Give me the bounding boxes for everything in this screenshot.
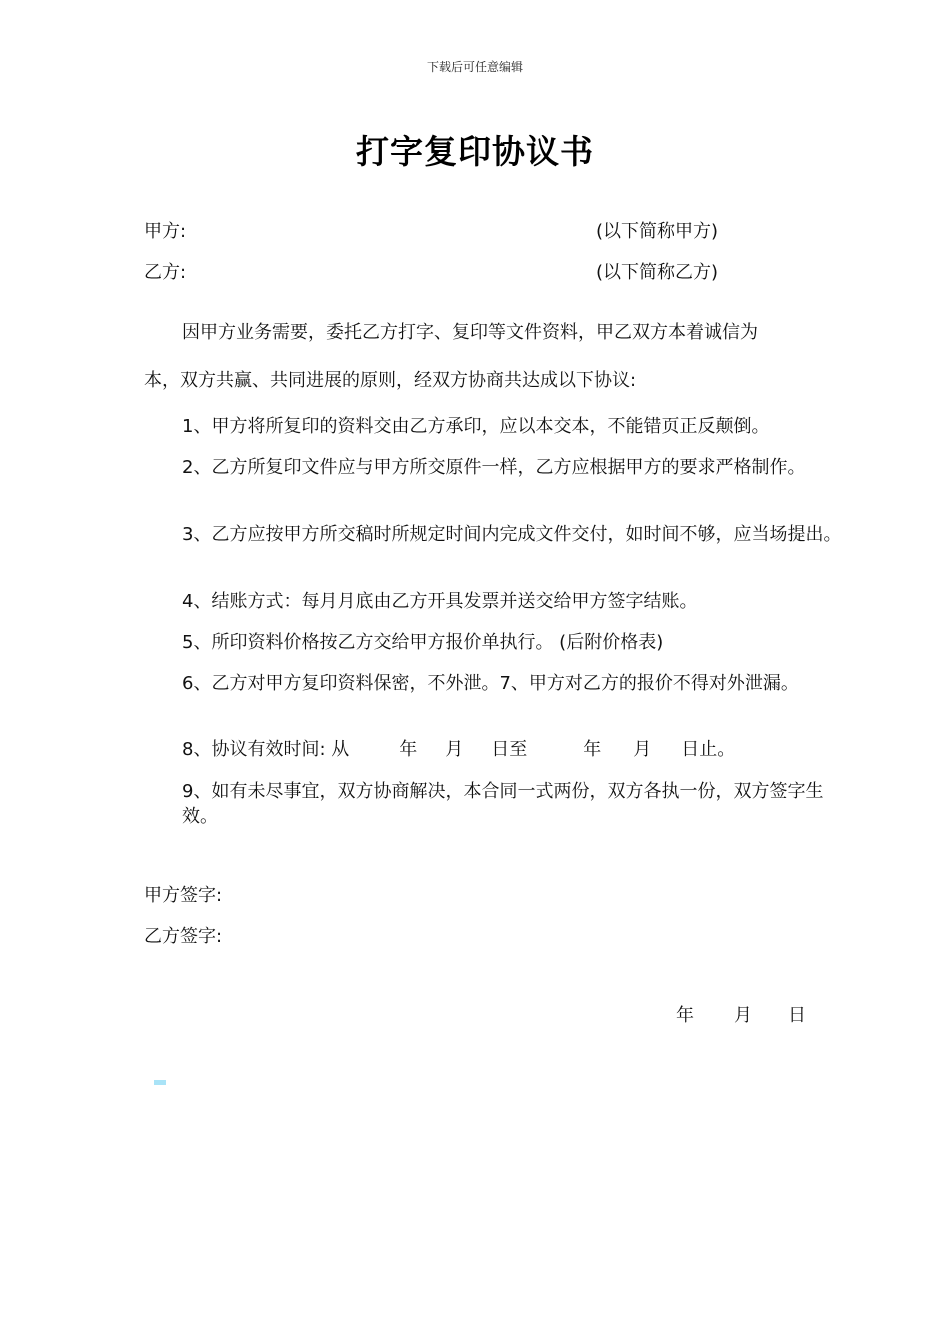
clause-8-prefix: 8、协议有效时间: 从 [182, 739, 350, 760]
date-month: 月 [734, 1005, 752, 1026]
clause-1: 1、甲方将所复印的资料交由乙方承印，应以本交本，不能错页正反颠倒。 [182, 416, 770, 437]
clause-2: 2、乙方所复印文件应与甲方所交原件一样，乙方应根据甲方的要求严格制作。 [182, 457, 806, 478]
signature-a-label: 甲方签字: [144, 885, 223, 906]
clause-8-day-to: 日至 [491, 739, 528, 760]
date-day: 日 [788, 1005, 806, 1026]
clause-8-year-2: 年 [583, 739, 602, 760]
clause-8-year-1: 年 [399, 739, 418, 760]
clause-6: 6、乙方对甲方复印资料保密，不外泄。7、甲方对乙方的报价不得对外泄漏。 [182, 673, 799, 694]
date-year: 年 [676, 1005, 694, 1026]
clause-8-month-1: 月 [445, 739, 464, 760]
document-title: 打字复印协议书 [356, 132, 594, 171]
decorative-mark [154, 1080, 166, 1085]
party-b-note: (以下简称乙方) [596, 262, 719, 283]
header-note: 下载后可任意编辑 [426, 60, 523, 74]
clause-3: 3、乙方应按甲方所交稿时所规定时间内完成文件交付，如时间不够，应当场提出。 [182, 524, 842, 545]
clause-4: 4、结账方式：每月月底由乙方开具发票并送交给甲方签字结账。 [182, 591, 698, 612]
clause-9: 9、如有未尽事宜，双方协商解决，本合同一式两份，双方各执一份，双方签字生效。 [182, 781, 824, 827]
clause-5: 5、所印资料价格按乙方交给甲方报价单执行。 (后附价格表) [182, 632, 664, 653]
signature-date [676, 1004, 806, 1028]
party-b-label: 乙方: [144, 262, 187, 283]
clause-8 [182, 738, 735, 762]
clause-8-day-end: 日止。 [681, 739, 736, 760]
clause-8-month-2: 月 [633, 739, 652, 760]
intro-line-1: 因甲方业务需要，委托乙方打字、复印等文件资料，甲乙双方本着诚信为 [182, 322, 758, 343]
intro-line-2: 本，双方共赢、共同进展的原则，经双方协商共达成以下协议: [144, 370, 637, 391]
party-a-label: 甲方: [144, 221, 187, 242]
party-a-note: (以下简称甲方) [596, 221, 719, 242]
signature-b-label: 乙方签字: [144, 926, 223, 947]
